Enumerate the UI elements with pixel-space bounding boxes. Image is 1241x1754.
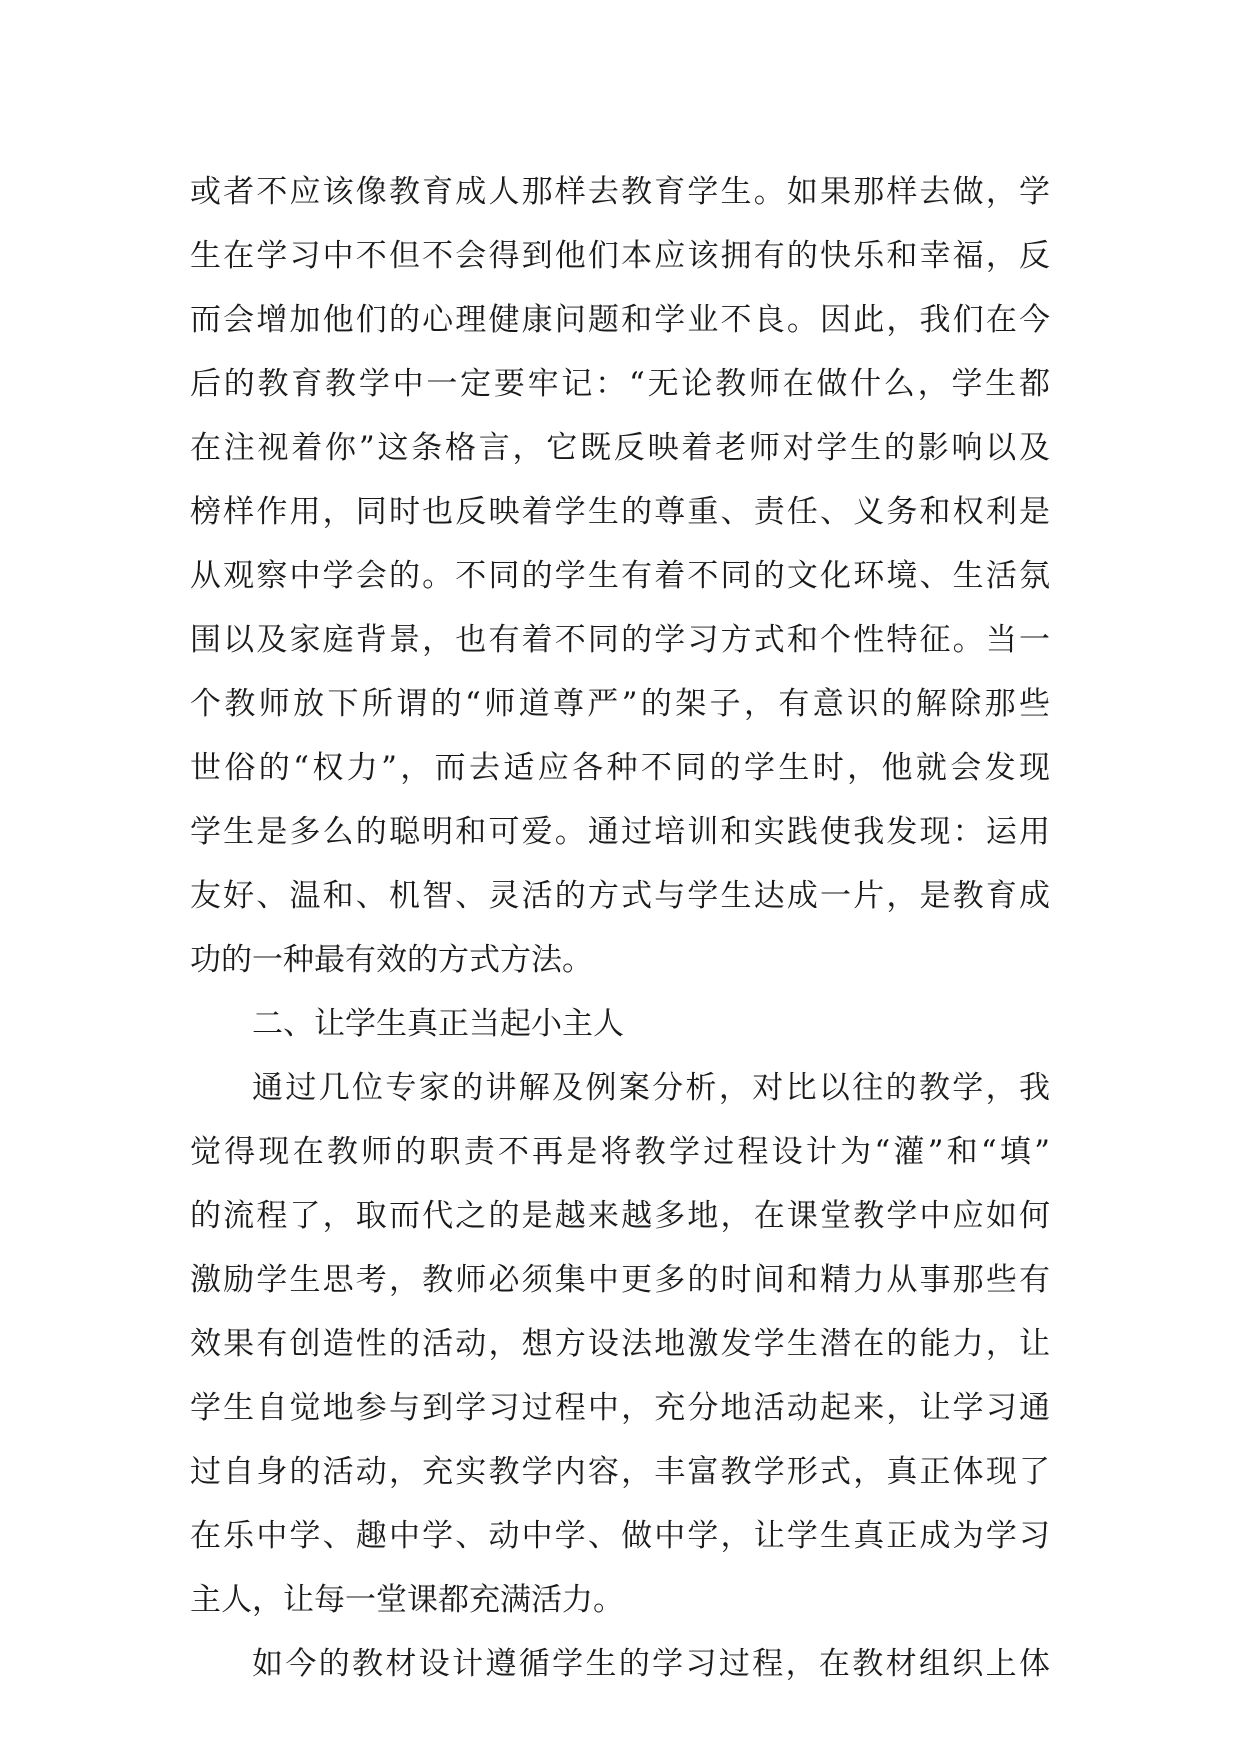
text-line: 友好、温和、机智、灵活的方式与学生达成一片，是教育成 [190,878,1050,914]
text-line: 后的教育教学中一定要牢记：“无论教师在做什么，学生都 [190,366,1050,402]
text-line: 主人，让每一堂课都充满活力。 [190,1582,624,1618]
text-line: 世俗的“权力”，而去适应各种不同的学生时，他就会发现 [190,750,1050,786]
text-line: 通过几位专家的讲解及例案分析，对比以往的教学，我 [252,1070,1050,1106]
text-line: 如今的教材设计遵循学生的学习过程，在教材组织上体 [252,1646,1050,1682]
text-line: 而会增加他们的心理健康问题和学业不良。因此，我们在今 [190,302,1050,338]
document-body [190,160,1050,1696]
text-line: 功的一种最有效的方式方法。 [190,942,593,978]
text-line: 从观察中学会的。不同的学生有着不同的文化环境、生活氛 [190,558,1050,594]
text-line: 个教师放下所谓的“师道尊严”的架子，有意识的解除那些 [190,686,1050,722]
text-line: 在乐中学、趣中学、动中学、做中学，让学生真正成为学习 [190,1518,1050,1554]
text-line: 生在学习中不但不会得到他们本应该拥有的快乐和幸福，反 [190,238,1050,274]
text-line: 过自身的活动，充实教学内容，丰富教学形式，真正体现了 [190,1454,1050,1490]
text-line: 榜样作用，同时也反映着学生的尊重、责任、义务和权利是 [190,494,1050,530]
text-line: 学生是多么的聪明和可爱。通过培训和实践使我发现：运用 [190,814,1050,850]
text-line: 效果有创造性的活动，想方设法地激发学生潜在的能力，让 [190,1326,1050,1362]
text-line: 在注视着你”这条格言，它既反映着老师对学生的影响以及 [190,430,1050,466]
text-line: 学生自觉地参与到学习过程中，充分地活动起来，让学习通 [190,1390,1050,1426]
text-line: 的流程了，取而代之的是越来越多地，在课堂教学中应如何 [190,1198,1050,1234]
text-line: 觉得现在教师的职责不再是将教学过程设计为“灌”和“填” [190,1134,1050,1170]
text-line: 围以及家庭背景，也有着不同的学习方式和个性特征。当一 [190,622,1050,658]
section-heading: 二、让学生真正当起小主人 [252,1006,624,1042]
text-line: 激励学生思考，教师必须集中更多的时间和精力从事那些有 [190,1262,1050,1298]
text-line: 或者不应该像教育成人那样去教育学生。如果那样去做，学 [190,174,1050,210]
